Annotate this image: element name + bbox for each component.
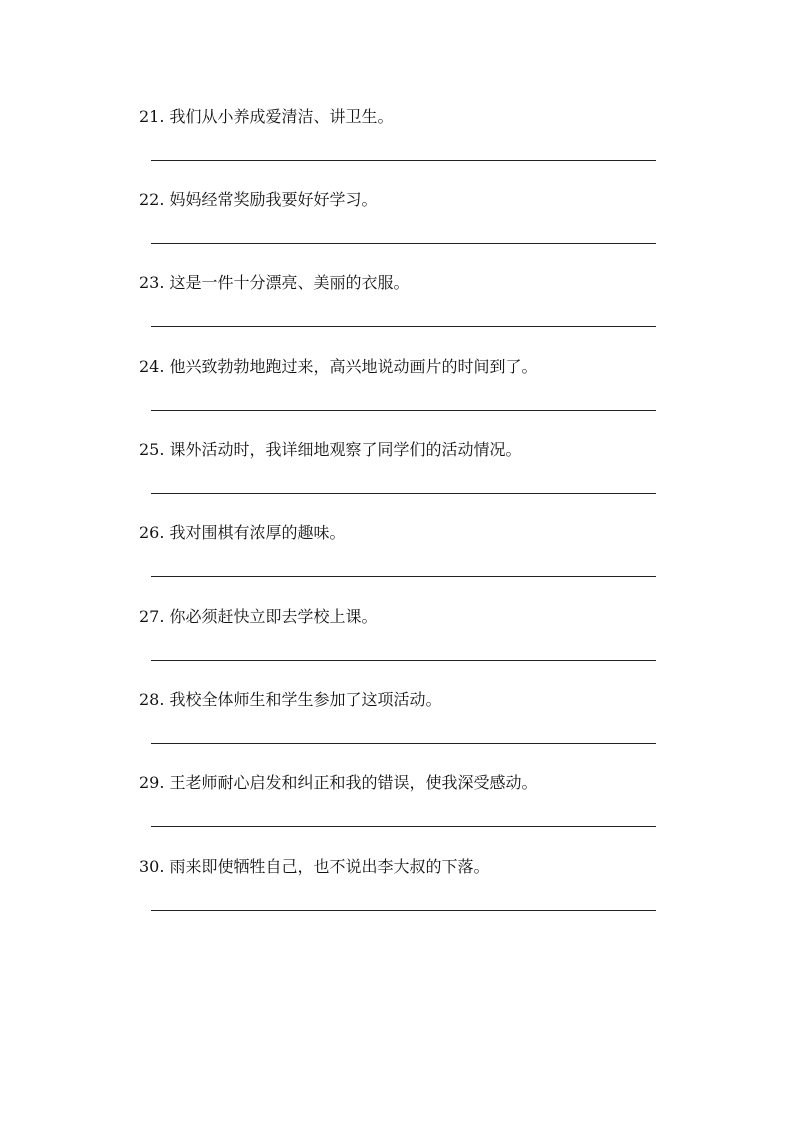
answer-line[interactable] (151, 576, 656, 577)
question-text: 30. 雨来即使牺牲自己，也不说出李大叔的下落。 (139, 857, 490, 876)
question-22 (139, 189, 659, 273)
answer-line[interactable] (151, 660, 656, 661)
question-24 (139, 356, 659, 440)
question-text: 24. 他兴致勃勃地跑过来，高兴地说动画片的时间到了。 (139, 357, 538, 376)
question-28 (139, 689, 659, 773)
question-text: 25. 课外活动时，我详细地观察了同学们的活动情况。 (139, 440, 522, 459)
answer-line[interactable] (151, 160, 656, 161)
question-30 (139, 856, 659, 940)
question-29 (139, 772, 659, 856)
question-26 (139, 522, 659, 606)
question-text: 27. 你必须赶快立即去学校上课。 (139, 607, 378, 626)
question-text: 28. 我校全体师生和学生参加了这项活动。 (139, 690, 442, 709)
question-21 (139, 106, 659, 190)
answer-line[interactable] (151, 493, 656, 494)
answer-line[interactable] (151, 910, 656, 911)
question-text: 22. 妈妈经常奖励我要好好学习。 (139, 190, 378, 209)
question-text: 21. 我们从小养成爱清洁、讲卫生。 (139, 107, 394, 126)
answer-line[interactable] (151, 743, 656, 744)
question-text: 26. 我对围棋有浓厚的趣味。 (139, 523, 346, 542)
question-23 (139, 272, 659, 356)
question-27 (139, 606, 659, 690)
question-text: 29. 王老师耐心启发和纠正和我的错误，使我深受感动。 (139, 773, 538, 792)
question-text: 23. 这是一件十分漂亮、美丽的衣服。 (139, 273, 410, 292)
answer-line[interactable] (151, 826, 656, 827)
answer-line[interactable] (151, 410, 656, 411)
answer-line[interactable] (151, 243, 656, 244)
question-25 (139, 439, 659, 523)
answer-line[interactable] (151, 326, 656, 327)
